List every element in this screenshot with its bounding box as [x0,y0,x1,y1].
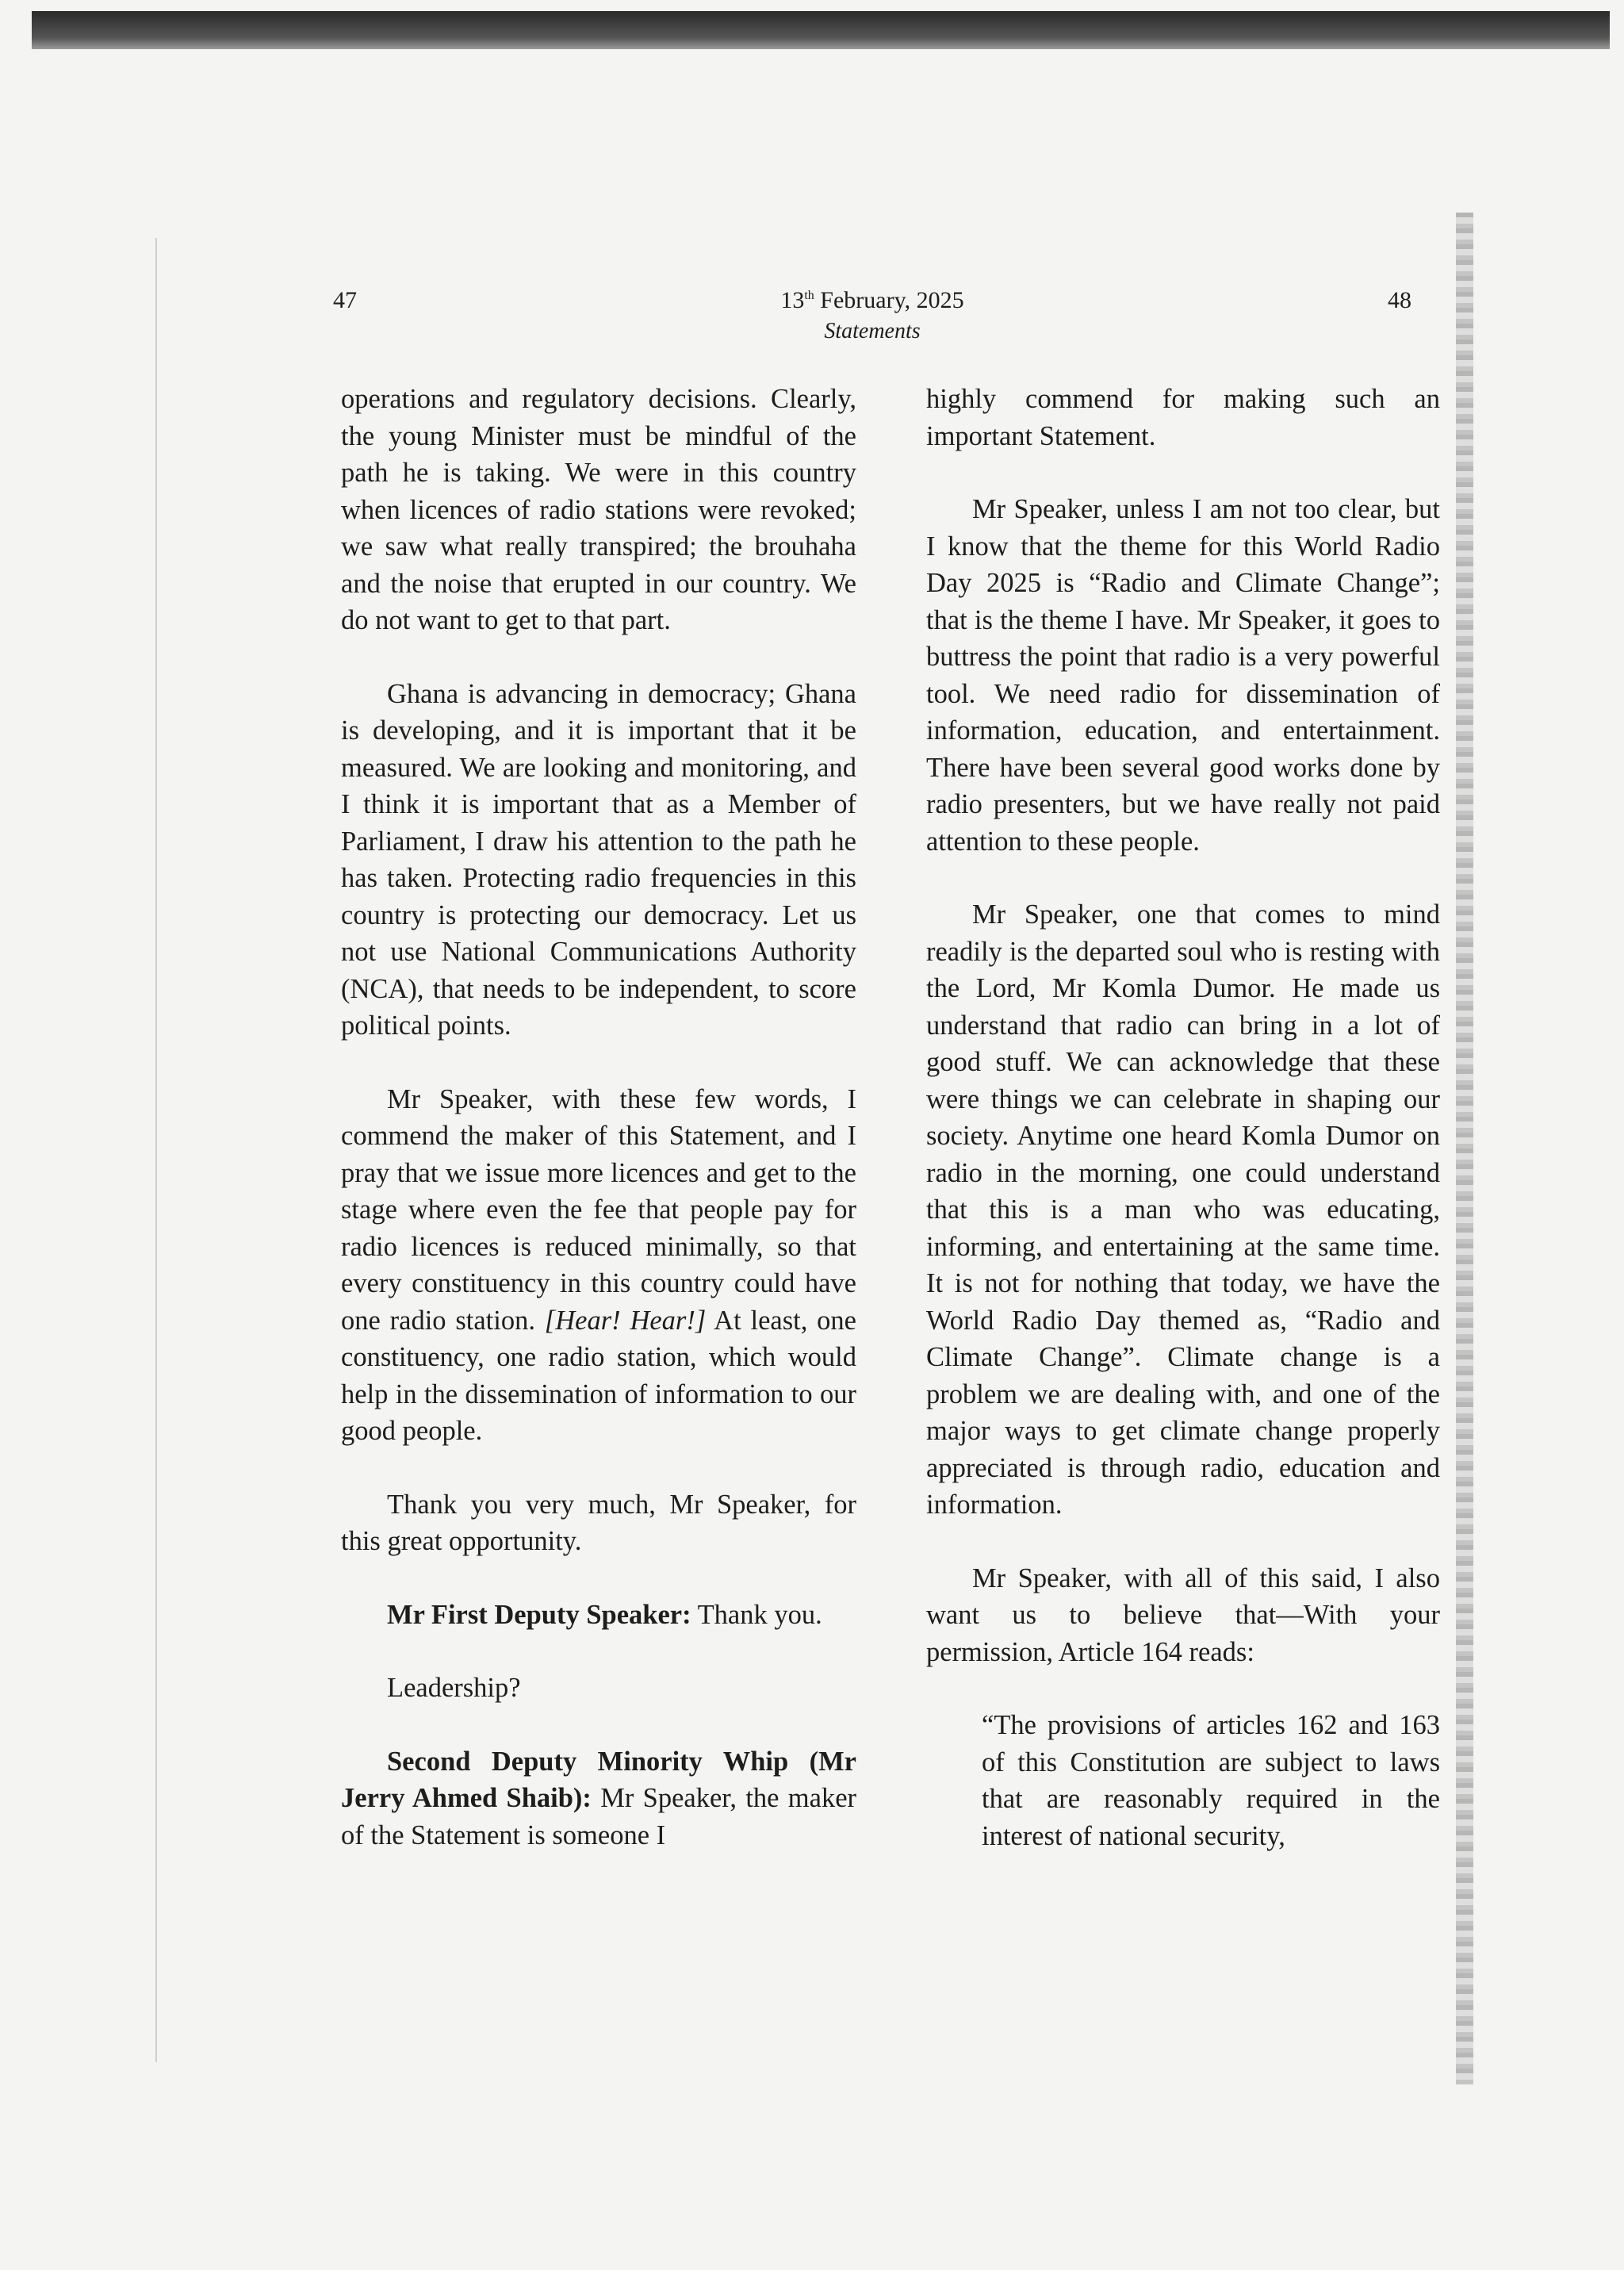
section-title: Statements [824,319,921,343]
paragraph: Mr Speaker, unless I am not too clear, but I know that the theme for this World Radio Day 2025 is “Radio and Climate Change”; that is the theme I have. Mr Speaker, it goes to buttress the point that radio is a very powerful tool. We need radio for dissemination of information, education, and entertainment. There have been several good works done by radio presenters, but we have really not paid attention to these people. [926,494,1440,857]
scan-top-border [32,11,1610,49]
block-quote: “The provisions of articles 162 and 163 of this Constitution are subject to laws that are reasonably required in the interest of national security, [982,1710,1440,1851]
paragraph: Mr Speaker, one that comes to mind readily is the departed soul who is resting with the Lord, Mr Komla Dumor. He made us understand that radio can bring in a lot of good stuff. We can acknowledge that these were things we can celebrate in shaping our society. Anytime one heard Komla Dumor on radio in the morning, one could understand that this is a man who was educating, informing, and entertaining at the same time. It is not for nothing that today, we have the World Radio Day themed as, “Radio and Climate Change”. Climate change is a problem we are dealing with, and one of the major ways to get climate change properly appreciated is through radio, education and information. [926,899,1440,1520]
paragraph [341,1743,856,1854]
date-suffix: th [804,289,814,302]
paragraph: Leadership? [387,1673,521,1703]
paragraph: highly commend for making such an important Statement. [926,384,1440,451]
left-column [341,381,856,1890]
paragraph: Thank you very much, Mr Speaker, for this great opportunity. [341,1489,856,1556]
paragraph [341,1597,856,1634]
scan-binding-edge [1456,213,1473,2084]
header-date [333,287,1411,314]
paragraph: Ghana is advancing in democracy; Ghana is developing, and it is important that it be measured. We are looking and monitoring, and I think it is important that as a Member of Parliament, I draw his attention to the path he has taken. Protecting radio frequencies in this country is protecting our democracy. Let us not use National Communications Authority (NCA), that needs to be independent, to score political points. [341,678,856,1041]
date-day: 13 [780,287,805,313]
paragraph-text: At least, one constituency, one radio station, which would help in the dissemination of information to our good people. [341,1305,856,1446]
speech-text: Thank you. [691,1599,822,1630]
speaker-name: Second Deputy Minority Whip (Mr Jerry Ahmed Shaib): [341,1746,856,1813]
page-number-right: 48 [1388,287,1411,313]
page-header [333,287,1411,359]
right-column [926,381,1440,1891]
speaker-name: Mr First Deputy Speaker: [387,1599,691,1630]
paragraph [341,1081,856,1450]
paragraph-text: Mr Speaker, with these few words, I commend the maker of this Statement, and I pray that we issue more licences and get to the stage where even the fee that people pay for radio licences is reduced minimally, so that every constituency in this country could have one radio station. [341,1083,856,1336]
paragraph: Mr Speaker, with all of this said, I also want us to believe that—With your permission, Article 164 reads: [926,1563,1440,1667]
scan-left-edge [155,238,157,2062]
interjection: [Hear! Hear!] [544,1305,707,1336]
page-number-left: 47 [333,287,357,313]
paragraph: operations and regulatory decisions. Clearly, the young Minister must be mindful of the path he is taking. We were in this country when licences of radio stations were revoked; we saw what really transpired; the brouhaha and the noise that erupted in our country. We do not want to get to that part. [341,384,856,635]
speech-text: Mr Speaker, the maker of the Statement is someone I [341,1783,856,1850]
date-rest: February, 2025 [814,287,964,313]
